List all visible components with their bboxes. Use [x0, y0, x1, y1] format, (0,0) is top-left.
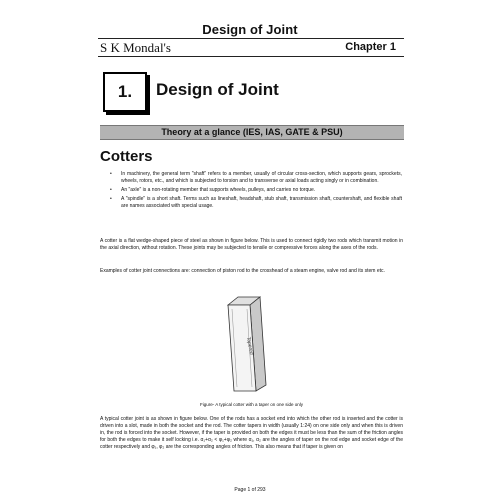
- bullet-text: A "spindle" is a short shaft. Terms such as lineshaft, headshaft, stub shaft, transmission shaft, countershaft, and flexible shaft are names associated with special usage.: [121, 196, 402, 209]
- paragraph-cotter-examples: Examples of cotter joint connections are: connection of piston rod to the crosshead of a steam engine, valve rod and its stem etc.: [100, 268, 385, 274]
- figure-caption: Figure- A typical cotter with a taper on one side only: [199, 402, 304, 407]
- bullet-item: [110, 171, 402, 185]
- cotter-figure: [220, 293, 290, 393]
- running-header-chapter: Chapter 1: [345, 41, 396, 53]
- bullet-item: [110, 187, 402, 194]
- paragraph-cotter-joint: A typical cotter joint is as shown in figure below. One of the rods has a socket end into which the other rod is inserted and the cotter is driven into a slot, made in both the socket and the rod. The cotter tapers in width (usually 1:24) on one side only and when this is driven in, the rod is forced into the socket. However, if the taper is provided on both the edges it must be less than the sum of the friction angles for both the edges to make it self locking i.e. α₁+α₂ < φ₁+φ₂ where α₁, α₂ are the angles of taper on the rod edge and socket edge of the cotter respectively and φ₁, φ₂ are the corresponding angles of friction. This also means that if taper is given on: [100, 416, 403, 450]
- section-banner: Theory at a glance (IES, IAS, GATE & PSU): [100, 125, 404, 140]
- figure-tapered-label: Tapered: [245, 336, 255, 356]
- bullet-icon: •: [110, 196, 112, 202]
- running-header-title: Design of Joint: [202, 22, 298, 37]
- paragraph-cotter-definition: A cotter is a flat wedge-shaped piece of steel as shown in figure below. This is used to connect rigidly two rods which transmit motion in the axial direction, without rotation. These joints may be subjected to tensile or compressive forces along the axes of the rods.: [100, 238, 403, 251]
- bullet-text: In machinery, the general term "shaft" refers to a member, usually of circular cross-section, which supports gears, sprockets, wheels, rotors, etc., and which is subjected to torsion and to transverse or axial loads acting singly or in combination.: [121, 171, 402, 184]
- header-rule-top: [98, 38, 404, 39]
- header-rule-bottom: [98, 56, 404, 57]
- chapter-title: Design of Joint: [156, 80, 279, 99]
- chapter-number: 1.: [117, 82, 133, 101]
- bullet-icon: •: [110, 171, 112, 177]
- section-title: Cotters: [100, 148, 153, 165]
- page-footer: Page 1 of 293: [234, 487, 266, 493]
- bullet-item: [110, 196, 402, 210]
- chapter-number-box: [103, 72, 147, 112]
- running-header-author: S K Mondal's: [100, 40, 171, 55]
- bullet-list: [110, 171, 402, 212]
- bullet-icon: •: [110, 187, 112, 193]
- bullet-text: An "axle" is a non-rotating member that supports wheels, pulleys, and carries no torque.: [121, 187, 316, 193]
